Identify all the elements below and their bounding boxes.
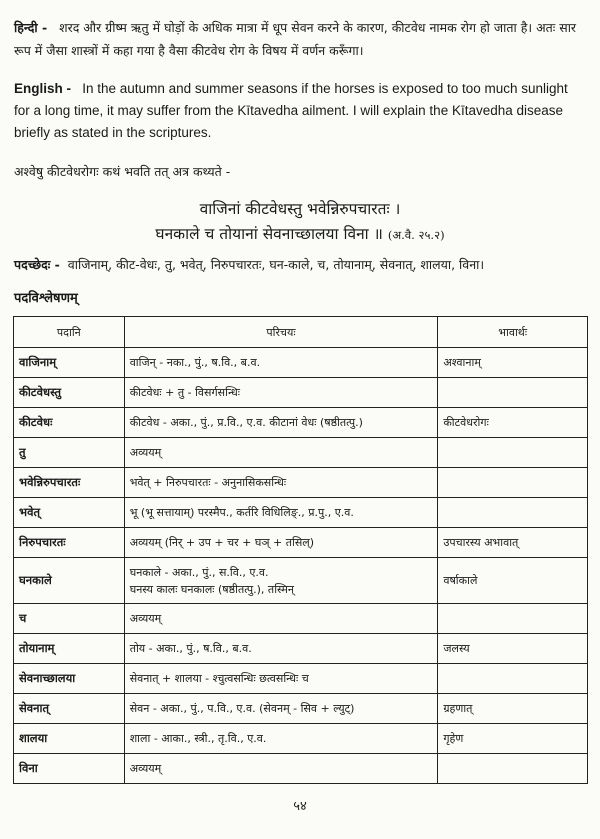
verse-line-2-text: घनकाले च तोयानां सेवनाच्छालया विना ॥ xyxy=(155,225,383,243)
word-analysis-table xyxy=(13,316,588,784)
hindi-text: शरद और ग्रीष्म ऋतु में घोड़ों के अधिक मात्रा में धूप सेवन करने के कारण, कीटवेध नामक रोग हो जाता है। अतः सार रूप में जैसा शास्त्रों में कहा गया है वैसा कीटवेध रोग के विषय में वर्णन करूँगा। xyxy=(14,20,577,58)
cell-pada: विना xyxy=(14,754,125,784)
cell-parichaya: भू (भू सत्तायाम्) परस्मैप., कर्तरि विधिलिङ्., प्र.पु., ए.व. xyxy=(124,498,438,528)
cell-bhavartha: जलस्य xyxy=(438,634,588,664)
hindi-paragraph xyxy=(14,16,586,62)
cell-pada: भवेत् xyxy=(14,498,125,528)
table-row xyxy=(14,558,588,604)
cell-parichaya: भवेत् + निरुपचारतः - अनुनासिकसन्धिः xyxy=(124,468,438,498)
section-title: पदविश्लेषणम् xyxy=(14,291,78,306)
verse-reference: (अ.वै. २५.२) xyxy=(387,228,445,242)
table-row xyxy=(14,408,588,438)
cell-bhavartha: अश्वानाम् xyxy=(438,348,588,378)
cell-bhavartha: उपचारस्य अभावात् xyxy=(438,528,588,558)
cell-bhavartha xyxy=(438,604,588,634)
table-row xyxy=(14,694,588,724)
padaccheda-label: पदच्छेदः - xyxy=(14,257,60,272)
cell-pada: च xyxy=(14,604,125,634)
english-text: In the autumn and summer seasons if the horses is exposed to too much sunlight for a long time, it may suffer from the Kītavedha ailment. I will explain the Kītavedha disease briefly as stated in the scriptures. xyxy=(14,81,568,140)
cell-pada: सेवनाच्छालया xyxy=(14,664,125,694)
cell-bhavartha: गृहेण xyxy=(438,724,588,754)
table-row xyxy=(14,724,588,754)
table-row xyxy=(14,528,588,558)
cell-parichaya: अव्ययम् xyxy=(124,604,438,634)
padaccheda xyxy=(14,253,586,276)
cell-parichaya-line: घनकाले - अका., पुं., स.वि., ए.व. xyxy=(129,565,269,579)
padaccheda-text: वाजिनाम्, कीट-वेधः, तु, भवेत्, निरुपचारतः, घन-काले, च, तोयानाम्, सेवनात्, शालया, विना। xyxy=(67,257,485,272)
cell-pada: भवेन्निरुपचारतः xyxy=(14,468,125,498)
verse-line-1: वाजिनां कीटवेधस्तु भवेन्निरुपचारतः । xyxy=(199,200,401,218)
cell-pada: सेवनात् xyxy=(14,694,125,724)
cell-parichaya: कीटवेधः + तु - विसर्गसन्धिः xyxy=(124,378,438,408)
table-row xyxy=(14,438,588,468)
table-row xyxy=(14,348,588,378)
cell-bhavartha xyxy=(438,378,588,408)
header-parichaya: परिचयः xyxy=(124,317,438,348)
table-row xyxy=(14,664,588,694)
cell-pada: तु xyxy=(14,438,125,468)
page-number: ५४ xyxy=(293,799,307,814)
cell-bhavartha xyxy=(438,498,588,528)
header-bhavartha: भावार्थः xyxy=(438,317,588,348)
cell-bhavartha xyxy=(438,468,588,498)
cell-bhavartha xyxy=(438,438,588,468)
cell-pada: शालया xyxy=(14,724,125,754)
cell-pada: तोयानाम् xyxy=(14,634,125,664)
cell-pada: वाजिनाम् xyxy=(14,348,125,378)
cell-parichaya: अव्ययम् (निर् + उप + चर + घञ् + तसिल्) xyxy=(124,528,438,558)
cell-bhavartha: कीटवेधरोगः xyxy=(438,408,588,438)
table-row xyxy=(14,754,588,784)
table-row xyxy=(14,634,588,664)
cell-parichaya: कीटवेध - अका., पुं., प्र.वि., ए.व. कीटानां वेधः (षष्ठीतत्पु.) xyxy=(124,408,438,438)
table-row xyxy=(14,378,588,408)
table-row xyxy=(14,604,588,634)
cell-parichaya: तोय - अका., पुं., ष.वि., ब.व. xyxy=(124,634,438,664)
cell-bhavartha xyxy=(438,664,588,694)
cell-parichaya: शाला - आका., स्त्री., तृ.वि., ए.व. xyxy=(124,724,438,754)
table-header-row xyxy=(14,317,588,348)
header-pada: पदानि xyxy=(14,317,125,348)
hindi-label: हिन्दी - xyxy=(14,20,48,35)
cell-parichaya xyxy=(124,558,438,604)
cell-parichaya: सेवन - अका., पुं., प.वि., ए.व. (सेवनम् - सिव + ल्युट्) xyxy=(124,694,438,724)
verse-line-2 xyxy=(0,222,600,244)
cell-pada: कीटवेधः xyxy=(14,408,125,438)
cell-parichaya: अव्ययम् xyxy=(124,438,438,468)
cell-pada: कीटवेधस्तु xyxy=(14,378,125,408)
cell-parichaya: सेवनात् + शालया - श्चुत्वसन्धिः छत्वसन्धिः च xyxy=(124,664,438,694)
cell-pada: निरुपचारतः xyxy=(14,528,125,558)
cell-pada: घनकाले xyxy=(14,558,125,604)
cell-parichaya: अव्ययम् xyxy=(124,754,438,784)
cell-parichaya-line: घनस्य कालः घनकालः (षष्ठीतत्पु.), तस्मिन् xyxy=(129,582,294,596)
verse-intro: अश्वेषु कीटवेधरोगः कथं भवति तत् अत्र कथ्यते - xyxy=(14,164,231,179)
cell-bhavartha: वर्षाकाले xyxy=(438,558,588,604)
cell-bhavartha: ग्रहणात् xyxy=(438,694,588,724)
table-row xyxy=(14,498,588,528)
cell-parichaya: वाजिन् - नका., पुं., ष.वि., ब.व. xyxy=(124,348,438,378)
english-paragraph xyxy=(14,78,586,144)
cell-bhavartha xyxy=(438,754,588,784)
english-label: English - xyxy=(14,81,71,96)
table-row xyxy=(14,468,588,498)
